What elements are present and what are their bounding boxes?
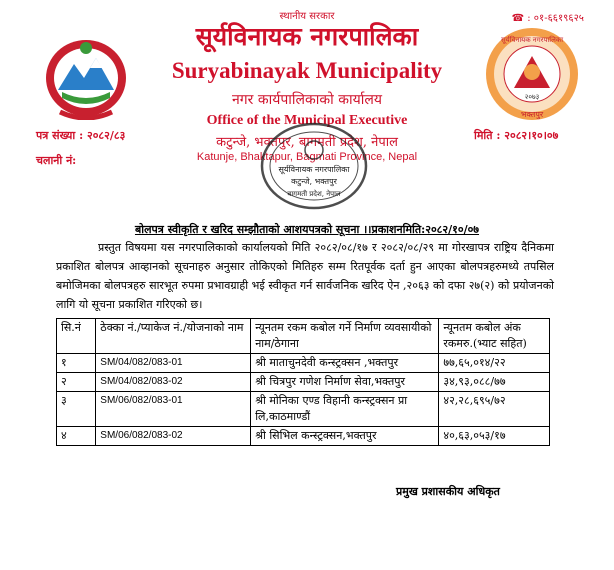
cell-bidder: श्री माताचुनदेवी कन्स्ट्रक्सन ,भक्तपुर xyxy=(251,354,439,373)
municipality-title-english: Suryabinayak Municipality xyxy=(171,58,443,83)
letter-date: मिति : २०८२।१०।०७ xyxy=(474,129,559,142)
cell-contract-no: SM/04/082/083-01 xyxy=(96,354,251,373)
cell-contract-no: SM/06/082/083-02 xyxy=(96,427,251,446)
office-name-nepali: नगर कार्यपालिकाको कार्यालय xyxy=(232,92,382,108)
cell-amount: ४०,६३,०५३/१७ xyxy=(439,427,550,446)
table-row xyxy=(57,354,550,373)
stamp-line-1: सूर्यविनायक नगरपालिका xyxy=(278,165,350,174)
col-header-sn: सि.नं xyxy=(57,319,96,354)
logo-year: २०७३ xyxy=(524,93,540,101)
stamp-line-3: बागमती प्रदेश, नेपाल xyxy=(287,190,341,198)
address-english: Katunje, Bhaktapur, Bagmati Province, Nepal xyxy=(196,151,418,163)
cell-bidder: श्री मोनिका एण्ड विहानी कन्स्ट्रक्सन प्रा लि,काठमाण्डौं xyxy=(251,392,439,427)
cell-contract-no: SM/04/082/083-02 xyxy=(96,373,251,392)
table-row xyxy=(57,373,550,392)
table-row xyxy=(57,392,550,427)
cell-bidder: श्री सिभिल कन्स्ट्रक्सन,भक्तपुर xyxy=(251,427,439,446)
address-nepali: कटुन्जे, भक्तपुर, बागमती प्रदेश, नेपाल xyxy=(216,135,398,150)
col-header-contract-no: ठेक्का नं./प्याकेज नं./योजनाको नाम xyxy=(96,319,251,354)
table-header-row xyxy=(57,319,550,354)
col-header-bidder: न्यूनतम रकम कबोल गर्ने निर्माण व्यवसायीको नाम/ठेगाना xyxy=(251,319,439,354)
logo-text-top: सूर्यविनायक नगरपालिका xyxy=(500,36,564,44)
official-stamp xyxy=(258,120,370,212)
municipality-title-nepali: सूर्यविनायक नगरपालिका xyxy=(195,22,419,51)
cell-amount: ४२,२८,६९५/७२ xyxy=(439,392,550,427)
cell-amount: ३४,९३,०८८/७७ xyxy=(439,373,550,392)
signatory-title: प्रमुख प्रशासकीय अधिकृत xyxy=(396,485,500,498)
col-header-amount: न्यूनतम कबोल अंक रकमरु.(भ्याट सहित) xyxy=(439,319,550,354)
cell-sn: २ xyxy=(57,373,96,392)
stamp-line-2: कटुन्जे, भक्तपुर xyxy=(291,177,337,186)
office-name-english: Office of the Municipal Executive xyxy=(206,113,408,128)
notice-body: प्रस्तुत विषयमा यस नगरपालिकाको कार्यालयको मिति २०८२/०८/१७ र २०८२/०८/२९ मा गोरखापत्र राष्ट्रिय दैनिकमा प्रकाशित बोलपत्र आव्हानको सूचनाहरु अनुसार तोकिएको मितिहरु सम्म रितपूर्वक दर्ता हुन आएका बोलपत्रहरुमध्ये तपसिल बमोजिमका बोलपत्रहरु सारभूत रुपमा प्रभावग्राही भई स्वीकृत गर्न सार्वजनिक खरिद ऐन ,२०६३ को दफा २७(२) को प्रयोजनको लागि यो सूचना प्रकाशित गरिएको छ। xyxy=(56,241,554,311)
logo-text-bottom: भक्तपुर xyxy=(520,110,544,119)
local-government-label: स्थानीय सरकार xyxy=(279,11,335,22)
cell-sn: ४ xyxy=(57,427,96,446)
bid-acceptance-table xyxy=(56,318,550,446)
notice-subject: बोलपत्र स्वीकृति र खरिद सम्झौताको आशयपत्रको सूचना ।।प्रकाशनमिति:२०८२/१०/०७ xyxy=(134,223,480,236)
cell-bidder: श्री चित्रपुर गणेश निर्माण सेवा,भक्तपुर xyxy=(251,373,439,392)
dispatch-number: चलानी नं: xyxy=(36,154,77,167)
reference-number: पत्र संख्या : २०८२/८३ xyxy=(36,129,126,142)
phone-number: ☎ : ०१-६६१९६२५ xyxy=(511,13,584,24)
cell-contract-no: SM/06/082/083-01 xyxy=(96,392,251,427)
cell-sn: १ xyxy=(57,354,96,373)
cell-amount: ७७,६५,०१४/२२ xyxy=(439,354,550,373)
cell-sn: ३ xyxy=(57,392,96,427)
table-row xyxy=(57,427,550,446)
